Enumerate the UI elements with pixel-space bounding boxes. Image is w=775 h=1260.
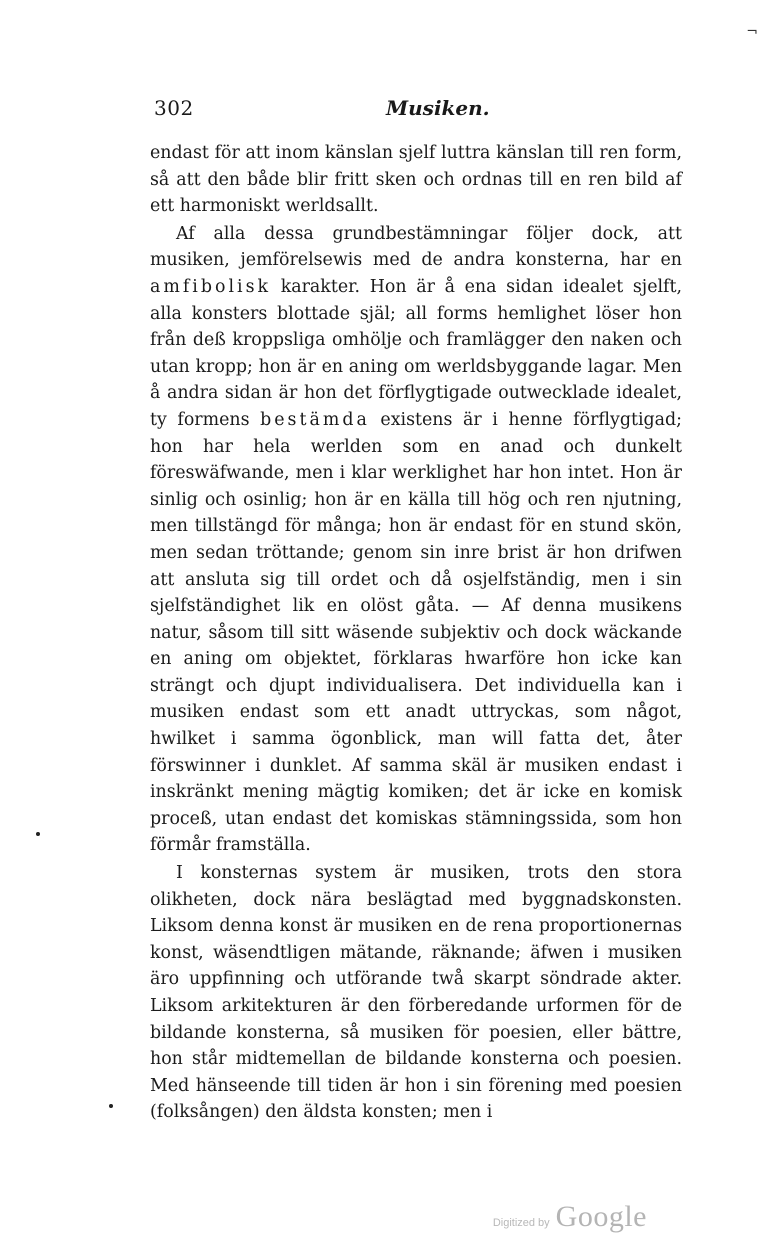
google-logo: Google (555, 1200, 647, 1233)
paragraph-continuation (150, 140, 682, 220)
running-head: Musiken. (386, 96, 490, 120)
digitized-watermark (493, 1200, 647, 1234)
paragraph-text: existens är i henne förflygtigad; hon har hela werlden som en anad och dunkelt föreswäfwande, men i klar werklighet har hon intet. Hon är sinlig och osinlig; hon är en källa till hög och ren njutning, men tillstängd för många; hon är endast för en stund skön, men sedan tröttande; genom sin inre brist är hon drifwen att ansluta sig till ordet och då osjelfständig, men i sin sjelfständighet lik en olöst gåta. — Af denna musikens natur, såsom till sitt wäsende subjektiv och dock wäckande en aning om objektet, förklaras hwarföre hon icke kan strängt och djupt individualisera. Det individuella kan i musiken endast som ett anadt uttryckas, som något, hwilket i samma ögonblick, man will fatta det, åter förswinner i dunklet. Af samma skäl är musiken endast i inskränkt mening mägtig komiken; det är icke en komisk proceß, utan endast det komiskas stämningssida, som hon förmår framställa. (150, 409, 682, 856)
margin-speck (109, 1104, 113, 1108)
paragraph-text: I konsternas system är musiken, trots den stora olikheten, dock nära beslägtad med byggnadskonsten. Liksom denna konst är musiken en de rena proportionernas konst, wäsendtligen mätande, räknande; äfwen i musiken äro uppfinning och utförande twå skarpt söndrade akter. Liksom arkitekturen är den förberedande urformen för de bildande konsterna, så musiken för poesien, eller bättre, hon står midtemellan de bildande konsterna och poesien. Med hänseende till tiden är hon i sin förening med poesien (folksången) den äldsta konsten; men i (150, 863, 682, 1123)
body-text (150, 140, 682, 1126)
spaced-emphasis: bestämda (260, 409, 370, 430)
paragraph-text: Af alla dessa grundbestämningar följer dock, att musiken, jemförelsewis med de andra konsterna, har en (150, 223, 682, 271)
page-header (150, 96, 680, 126)
margin-speck (36, 832, 40, 836)
watermark-prefix: Digitized by (492, 1217, 550, 1229)
spaced-emphasis: amfibolisk (150, 276, 272, 297)
paragraph-text: karakter. Hon är å ena sidan idealet sjelft, alla konsters blottade själ; all forms hemlighet löser hon från deß kroppsliga omhölje och framlägger den naken och utan kropp; hon är en aning om werldsbyggande lagar. Men å andra sidan är hon det förflygtigade outwecklade idealet, ty formens (150, 276, 682, 430)
page-number: 302 (154, 96, 194, 120)
paragraph-amfibolisk (150, 221, 682, 859)
paragraph-konsternas-system (150, 860, 682, 1126)
corner-mark: ¬ (746, 24, 757, 40)
paragraph-text: endast för att inom känslan sjelf luttra känslan till ren form, så att den både blir fritt sken och ordnas till en ren bild af ett harmoniskt werldsallt. (150, 143, 682, 217)
